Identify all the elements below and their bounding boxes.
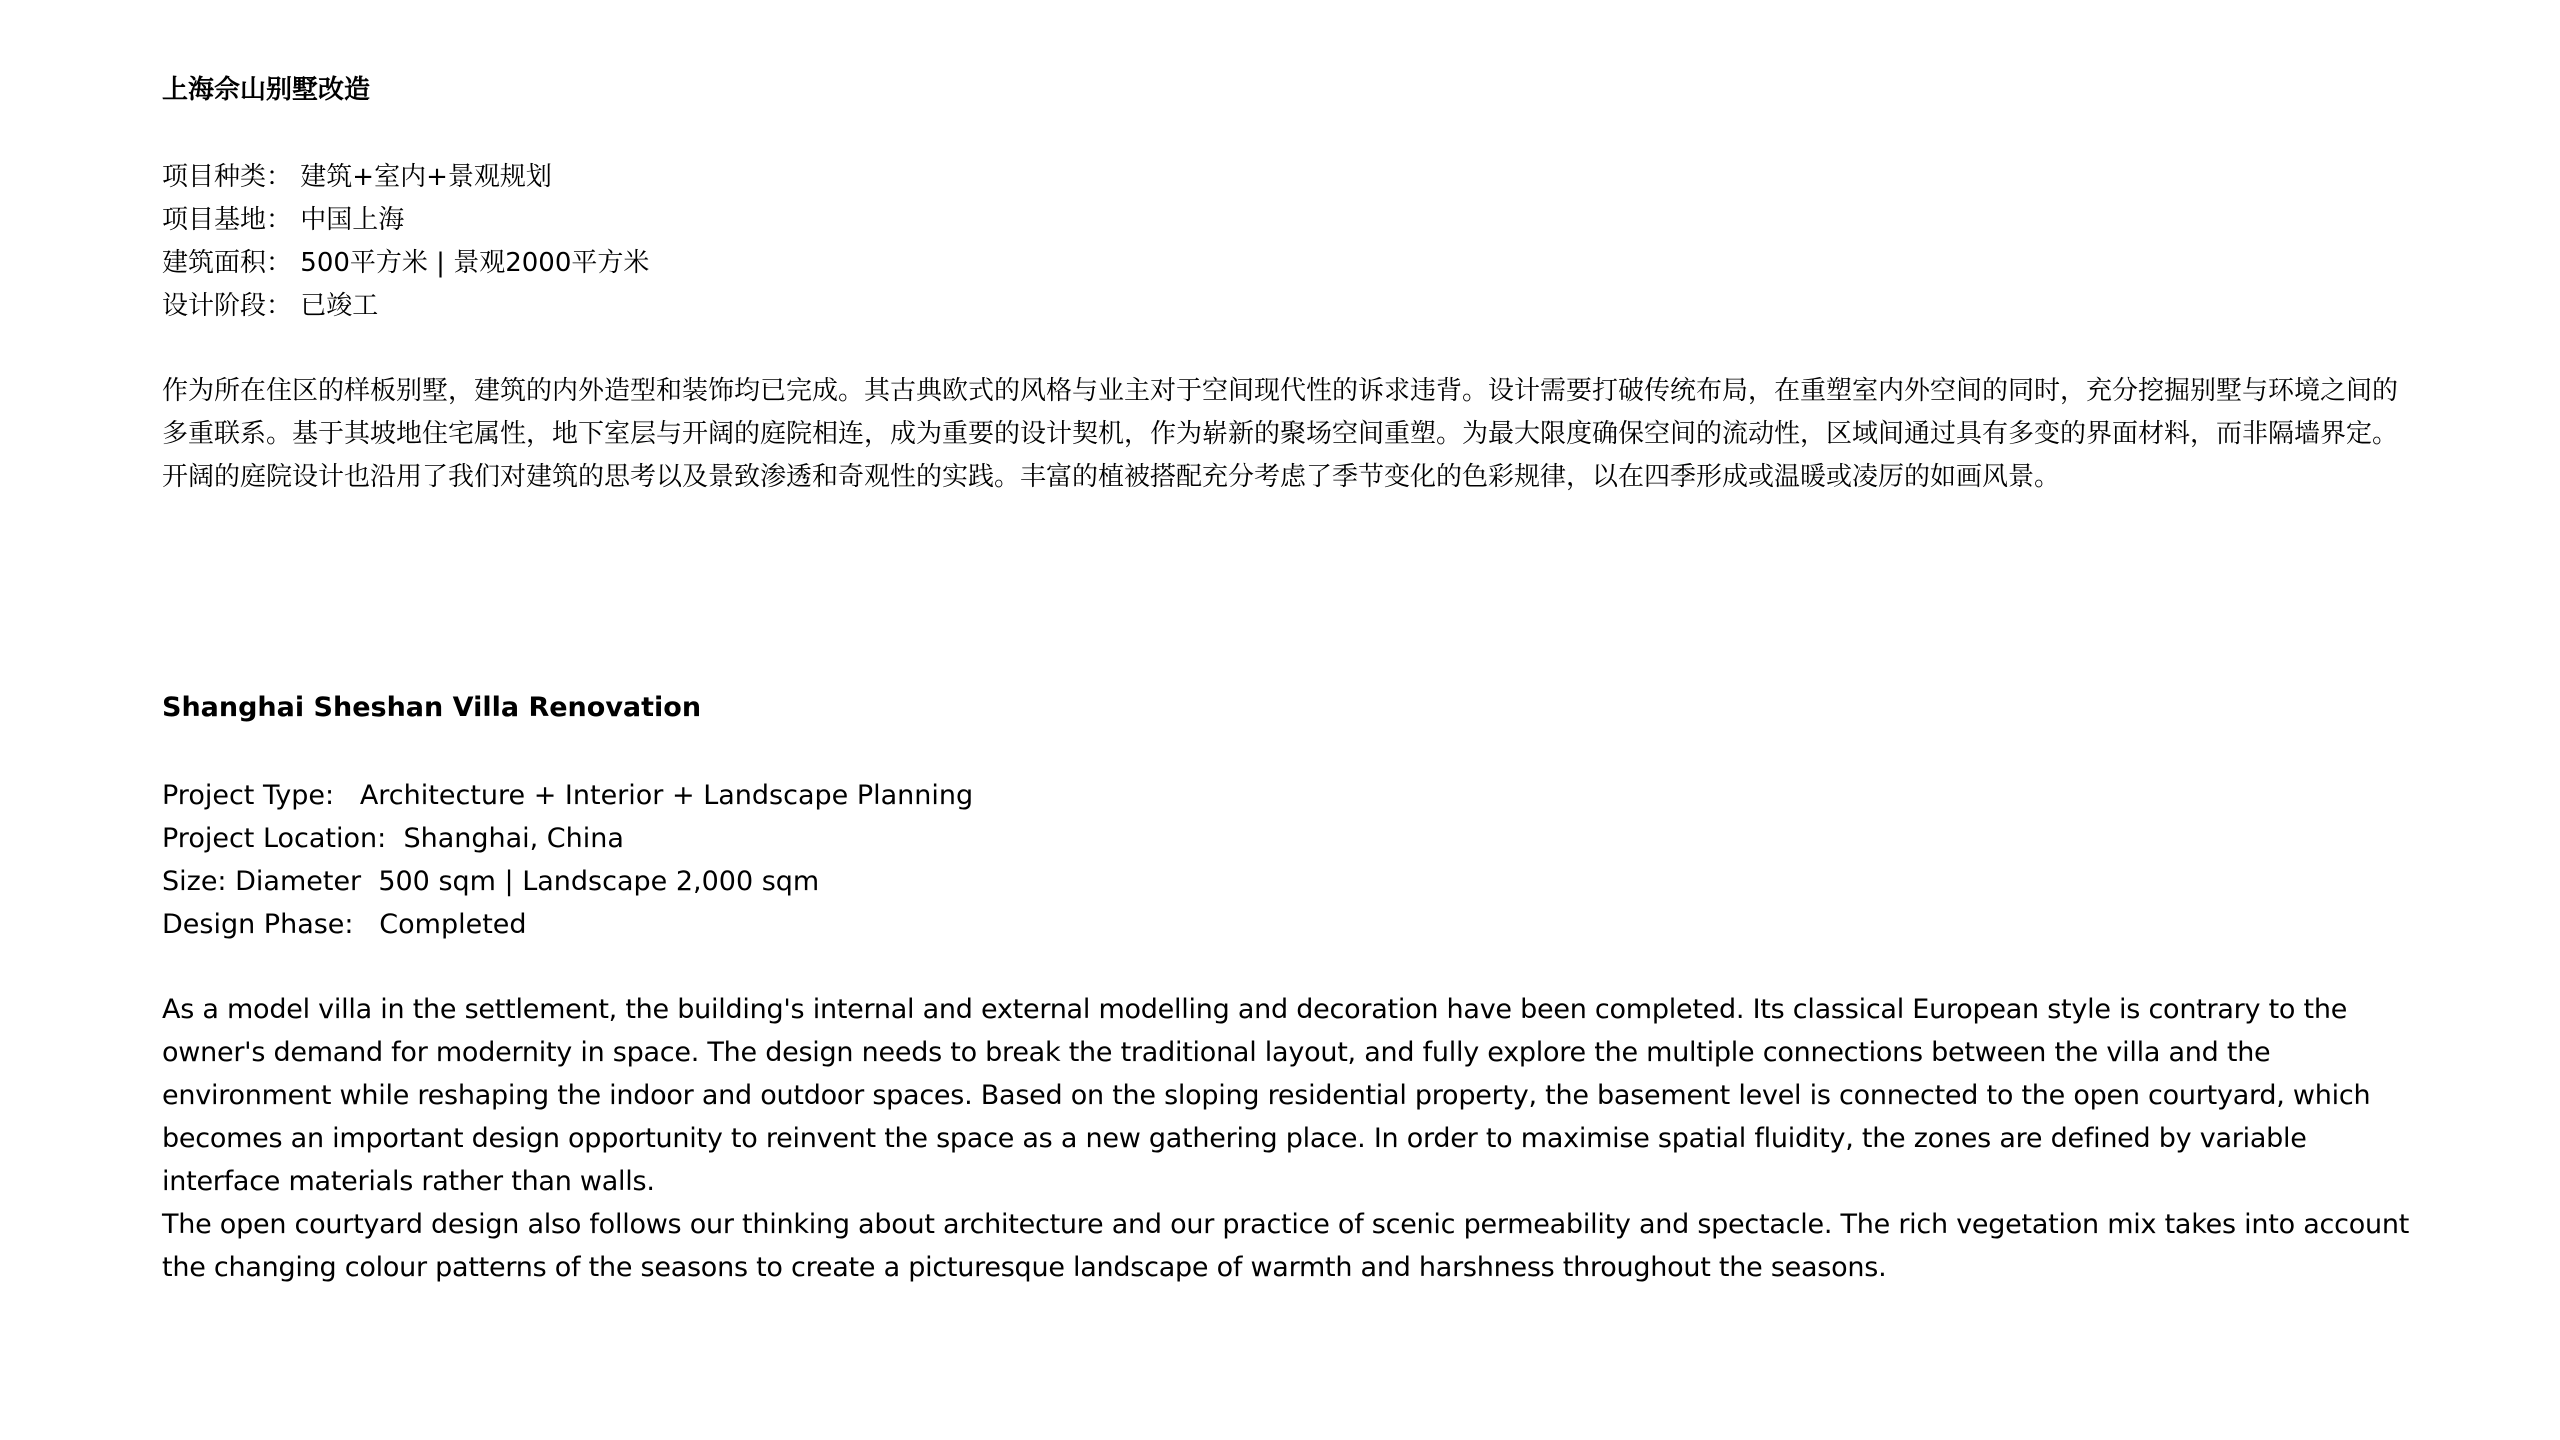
- meta-label: 项目种类：: [162, 162, 293, 192]
- meta-label: 建筑面积：: [162, 248, 293, 278]
- meta-row-project-location-zh: [162, 199, 2412, 242]
- description-paragraph: The open courtyard design also follows our thinking about architecture and our practice of scenic permeability and spectacle. The rich vegetation mix takes into account the changing colour patterns of the seasons to create a picturesque landscape of warmth and harshness throughout the seasons.: [162, 1209, 2410, 1283]
- project-description-en: [162, 988, 2412, 1289]
- meta-label: 设计阶段：: [162, 291, 293, 321]
- meta-row-size-en: [162, 860, 2412, 903]
- meta-label: Design Phase:: [162, 909, 354, 940]
- description-paragraph: As a model villa in the settlement, the building's internal and external modelling and decoration have been completed. Its classical European style is contrary to the owner's demand for modernity in space. The design needs to break the traditional layout, and fully explore the multiple connections between the villa and the environment while reshaping the indoor and outdoor spaces. Based on the sloping residential property, the basement level is connected to the open courtyard, which becomes an important design opportunity to reinvent the space as a new gathering place. In order to maximise spatial fluidity, the zones are defined by variable interface materials rather than walls.: [162, 994, 2371, 1197]
- project-meta-en: [162, 774, 2412, 946]
- project-info-chinese: [162, 70, 2412, 499]
- meta-label: Size: Diameter: [162, 866, 362, 897]
- project-info-english: [162, 688, 2412, 1289]
- meta-row-design-phase-en: [162, 903, 2412, 946]
- meta-value: Architecture + Interior + Landscape Planning: [359, 780, 974, 811]
- description-paragraph: 开阔的庭院设计也沿用了我们对建筑的思考以及景致渗透和奇观性的实践。丰富的植被搭配充分考虑了季节变化的色彩规律，以在四季形成或温暖或凌厉的如画风景。: [162, 462, 2061, 492]
- project-title-en: Shanghai Sheshan Villa Renovation: [162, 692, 702, 723]
- meta-value: 500平方米 | 景观2000平方米: [300, 248, 650, 278]
- meta-row-design-phase-zh: [162, 285, 2412, 328]
- meta-label: Project Type:: [162, 780, 335, 811]
- meta-value: 500 sqm | Landscape 2,000 sqm: [378, 866, 820, 897]
- project-meta-zh: [162, 156, 2412, 328]
- project-description-zh: [162, 370, 2412, 499]
- meta-value: Shanghai, China: [403, 823, 624, 854]
- meta-label: Project Location:: [162, 823, 387, 854]
- meta-value: Completed: [379, 909, 527, 940]
- meta-row-project-type-en: [162, 774, 2412, 817]
- meta-value: 已竣工: [300, 291, 379, 321]
- meta-value: 中国上海: [300, 205, 405, 235]
- meta-row-size-zh: [162, 242, 2412, 285]
- meta-value: 建筑+室内+景观规划: [300, 162, 552, 192]
- project-title-zh: 上海佘山别墅改造: [162, 75, 371, 105]
- description-paragraph: 作为所在住区的样板别墅，建筑的内外造型和装饰均已完成。其古典欧式的风格与业主对于空间现代性的诉求违背。设计需要打破传统布局，在重塑室内外空间的同时，充分挖掘别墅与环境之间的多重联系。基于其坡地住宅属性，地下室层与开阔的庭院相连，成为重要的设计契机，作为崭新的聚场空间重塑。为最大限度确保空间的流动性，区域间通过具有多变的界面材料，而非隔墙界定。: [162, 376, 2399, 449]
- meta-row-project-type-zh: [162, 156, 2412, 199]
- meta-label: 项目基地：: [162, 205, 293, 235]
- meta-row-project-location-en: [162, 817, 2412, 860]
